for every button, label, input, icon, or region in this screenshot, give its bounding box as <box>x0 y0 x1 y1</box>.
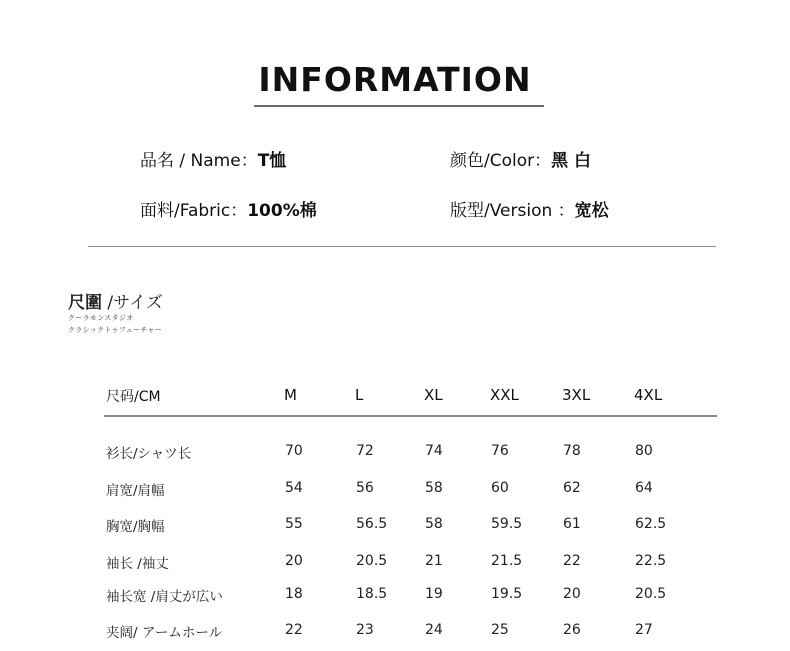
table-cell: 19.5 <box>491 586 523 602</box>
info-name <box>140 146 286 171</box>
section-divider <box>88 246 716 247</box>
table-cell: 23 <box>356 622 374 638</box>
page-title: INFORMATION <box>258 60 532 99</box>
table-cell: 74 <box>425 443 443 459</box>
info-name-label: 品名 / Name： <box>140 151 258 171</box>
table-cell: 26 <box>563 622 581 638</box>
table-header-line <box>104 415 717 417</box>
table-cell: 64 <box>635 480 653 496</box>
row-label: 衫长/シャツ长 <box>106 446 192 462</box>
table-cell: 27 <box>635 622 653 638</box>
table-cell: 56.5 <box>356 516 388 532</box>
table-cell: 62.5 <box>635 516 667 532</box>
table-cell: 22.5 <box>635 553 667 569</box>
table-cell: 18.5 <box>356 586 388 602</box>
table-cell: 72 <box>356 443 374 459</box>
size-header-l: L <box>355 386 364 404</box>
info-color-label: 颜色/Color： <box>450 151 552 171</box>
size-title-rest: /サイズ <box>102 293 163 313</box>
row-label: 肩宽/肩幅 <box>106 483 165 499</box>
table-cell: 78 <box>563 443 581 459</box>
info-version-label: 版型/Version ： <box>450 201 575 221</box>
size-header-m: M <box>284 386 297 404</box>
row-label: 袖长 /袖丈 <box>106 556 169 572</box>
table-cell: 20 <box>563 586 581 602</box>
table-cell: 60 <box>491 480 509 496</box>
info-fabric-label: 面料/Fabric： <box>140 201 248 221</box>
table-cell: 62 <box>563 480 581 496</box>
info-version-value: 宽松 <box>574 201 609 221</box>
info-fabric <box>140 196 317 221</box>
table-cell: 58 <box>425 516 443 532</box>
table-cell: 20.5 <box>356 553 388 569</box>
title-underline <box>254 105 544 107</box>
table-cell: 18 <box>285 586 303 602</box>
table-cell: 24 <box>425 622 443 638</box>
table-cell: 54 <box>285 480 303 496</box>
table-cell: 58 <box>425 480 443 496</box>
table-cell: 20.5 <box>635 586 667 602</box>
table-cell: 70 <box>285 443 303 459</box>
row-label: 胸宽/胸幅 <box>106 519 165 535</box>
table-cell: 19 <box>425 586 443 602</box>
size-header-4xl: 4XL <box>634 386 663 404</box>
info-name-value: T恤 <box>257 151 287 171</box>
info-fabric-value: 100%棉 <box>247 201 317 221</box>
table-cell: 56 <box>356 480 374 496</box>
table-cell: 55 <box>285 516 303 532</box>
table-cell: 22 <box>285 622 303 638</box>
size-header-xxl: XXL <box>490 386 519 404</box>
table-cell: 22 <box>563 553 581 569</box>
size-header-xl: XL <box>424 386 443 404</box>
info-version <box>450 196 609 221</box>
size-subtitle-1: クーラモンスタジオ <box>68 314 134 322</box>
table-cell: 25 <box>491 622 509 638</box>
table-cell: 59.5 <box>491 516 523 532</box>
table-cell: 20 <box>285 553 303 569</box>
size-subtitle-2: クラシックトゥフューチャー <box>68 326 163 334</box>
size-header-3xl: 3XL <box>562 386 591 404</box>
table-cell: 21 <box>425 553 443 569</box>
row-label: 袖长宽 /肩丈が広い <box>106 589 223 605</box>
size-section-title <box>68 288 163 313</box>
info-color <box>450 146 591 171</box>
table-header-label: 尺码/CM <box>106 389 161 405</box>
table-cell: 61 <box>563 516 581 532</box>
table-cell: 76 <box>491 443 509 459</box>
table-cell: 80 <box>635 443 653 459</box>
size-title-bold: 尺圍 <box>68 293 102 313</box>
row-label: 夹阔/ アームホール <box>106 625 223 641</box>
table-cell: 21.5 <box>491 553 523 569</box>
info-color-value: 黑 白 <box>551 151 592 171</box>
